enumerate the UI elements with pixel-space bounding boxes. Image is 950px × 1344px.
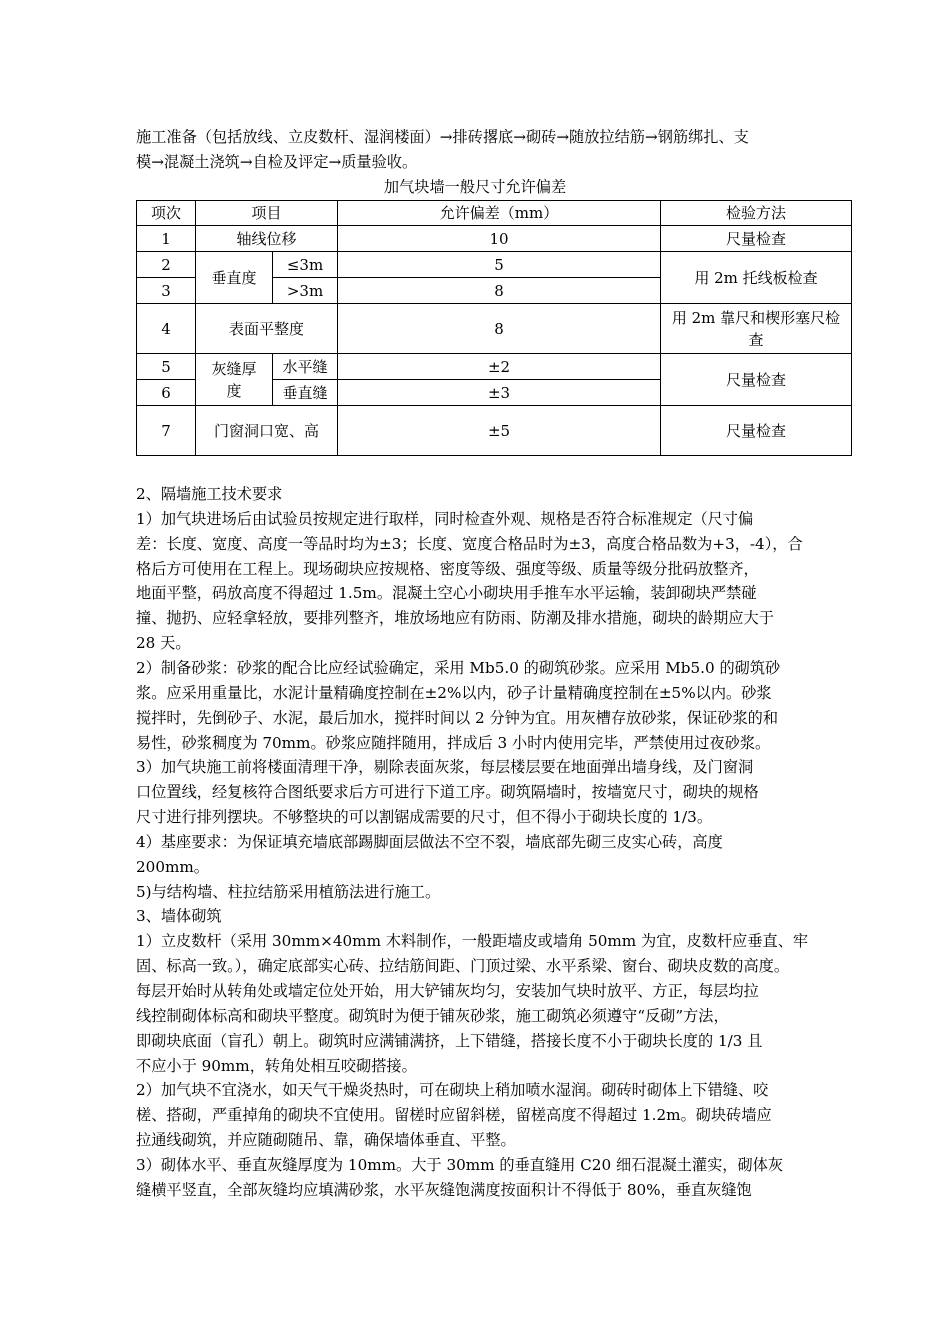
body-line: 每层开始时从转角处或墙定位处开始，用大铲铺灰均匀，安装加气块时放平、方正，每层均拉 (136, 982, 759, 1000)
cell-sub: 水平缝 (273, 354, 338, 380)
body-line: 易性，砂浆稠度为 70mm。砂浆应随拌随用，拌成后 3 小时内使用完毕，严禁使用过夜砂浆。 (136, 733, 771, 752)
cell-sub: 垂直缝 (273, 380, 338, 406)
cell-method: 用 2m 托线板检查 (661, 252, 852, 304)
body-line: 差：长度、宽度、高度一等品时均为±3；长度、宽度合格品时为±3，高度合格品数为+3，-4），合 (136, 534, 803, 553)
header-no: 项次 (137, 201, 196, 226)
cell-method: 尺量检查 (661, 354, 852, 406)
table-row (137, 304, 852, 354)
body-line: 200mm。 (136, 857, 209, 876)
table-caption: 加气块墙一般尺寸允许偏差 (383, 178, 567, 196)
tolerance-table (136, 200, 852, 456)
cell-item: 轴线位移 (196, 226, 338, 252)
body-line: 1）加气块进场后由试验员按规定进行取样，同时检查外观、规格是否符合标准规定（尺寸偏 (136, 509, 754, 528)
body-line: 线控制砌体标高和砌块平整度。砌筑时为便于铺灰砂浆，施工砌筑必须遵守“反砌”方法， (136, 1006, 729, 1025)
cell-method: 尺量检查 (661, 226, 852, 252)
body-line: 地面平整，码放高度不得超过 1.5m。混凝土空心小砌块用手推车水平运输，装卸砌块严禁碰 (136, 584, 757, 603)
body-line: 缝横平竖直，全部灰缝均应填满砂浆，水平灰缝饱满度按面积计不得低于 80%，垂直灰缝饱 (136, 1180, 752, 1199)
header-method: 检验方法 (661, 201, 852, 226)
intro-line: 模→混凝土浇筑→自检及评定→质量验收。 (136, 153, 418, 171)
body-line: 槎、搭砌，严重掉角的砌块不宜使用。留槎时应留斜槎，留槎高度不得超过 1.2m。砌块砖墙应 (136, 1106, 772, 1125)
body-line: 2）加气块不宜浇水，如天气干燥炎热时，可在砌块上稍加喷水湿润。砌砖时砌体上下错缝、咬 (136, 1081, 769, 1100)
cell-group: 垂直度 (196, 252, 273, 304)
body-line: 1）立皮数杆（采用 30mm×40mm 木料制作，一般距墙皮或墙角 50mm 为宜，皮数杆应垂直、牢 (136, 932, 809, 951)
cell-method: 尺量检查 (661, 406, 852, 456)
cell-no: 7 (137, 406, 196, 456)
cell-no: 4 (137, 304, 196, 354)
body-line: 4）基座要求：为保证填充墙底部踢脚面层做法不空不裂，墙底部先砌三皮实心砖，高度 (136, 832, 723, 851)
body-line: 尺寸进行排列摆块。不够整块的可以割锯成需要的尺寸，但不得小于砌块长度的 1/3。 (136, 808, 713, 827)
body-line: 撞、抛扔、应轻拿轻放，要排列整齐，堆放场地应有防雨、防潮及排水措施，砌块的龄期应大于 (136, 609, 774, 628)
body-line: 搅拌时，先倒砂子、水泥，最后加水，搅拌时间以 2 分钟为宜。用灰槽存放砂浆，保证砂浆的和 (136, 708, 779, 727)
cell-no: 1 (137, 226, 196, 252)
header-item: 项目 (196, 201, 338, 226)
body-line: 不应小于 90mm，转角处相互咬砌搭接。 (136, 1056, 417, 1075)
header-tolerance: 允许偏差（mm） (338, 201, 661, 226)
cell-item: 表面平整度 (196, 304, 338, 354)
body-line: 固、标高一致。），确定底部实心砖、拉结筋间距、门顶过梁、水平系梁、窗台、砌块皮数的高度。 (136, 957, 790, 976)
cell-value: ±3 (338, 380, 661, 406)
cell-no: 5 (137, 354, 196, 380)
cell-no: 6 (137, 380, 196, 406)
body-line: 浆。应采用重量比，水泥计量精确度控制在±2%以内，砂子计量精确度控制在±5%以内。砂浆 (136, 683, 772, 702)
body-line: 拉通线砌筑，并应随砌随吊、靠，确保墙体垂直、平整。 (136, 1131, 516, 1150)
body-line: 3）砌体水平、垂直灰缝厚度为 10mm。大于 30mm 的垂直缝用 C20 细石混凝土灌实，砌体灰 (136, 1155, 784, 1174)
body-line: 口位置线，经复核符合图纸要求后方可进行下道工序。砌筑隔墙时，按墙宽尺寸，砌块的规格 (136, 783, 759, 802)
intro-line: 施工准备（包括放线、立皮数杆、湿润楼面）→排砖撂底→砌砖→随放拉结筋→钢筋绑扎、支 (136, 128, 749, 146)
table-row (137, 226, 852, 252)
cell-value: 10 (338, 226, 661, 252)
body-line: 格后方可使用在工程上。现场砌块应按规格、密度等级、强度等级、质量等级分批码放整齐， (136, 559, 759, 578)
cell-item: 门窗洞口宽、高 (196, 406, 338, 456)
body-line: 3）加气块施工前将楼面清理干净，剔除表面灰浆，每层楼层要在地面弹出墙身线，及门窗洞 (136, 758, 754, 777)
table-header-row (137, 201, 852, 226)
body-line: 即砌块底面（盲孔）朝上。砌筑时应满铺满挤，上下错缝，搭接长度不小于砌块长度的 1/3 且 (136, 1031, 763, 1050)
cell-value: ±5 (338, 406, 661, 456)
cell-no: 3 (137, 278, 196, 304)
cell-group: 灰缝厚度 (196, 354, 273, 406)
cell-value: ±2 (338, 354, 661, 380)
body-line: 3、墙体砌筑 (136, 907, 222, 926)
cell-value: 5 (338, 252, 661, 278)
body-line: 2、隔墙施工技术要求 (136, 485, 283, 503)
cell-value: 8 (338, 278, 661, 304)
cell-sub: ≤3m (273, 252, 338, 278)
table-row (137, 406, 852, 456)
table-row (137, 354, 852, 380)
body-line: 28 天。 (136, 634, 191, 653)
cell-sub: >3m (273, 278, 338, 304)
body-line: 5)与结构墙、柱拉结筋采用植筋法进行施工。 (136, 882, 441, 901)
table-row (137, 252, 852, 278)
body-line: 2）制备砂浆：砂浆的配合比应经试验确定，采用 Mb5.0 的砌筑砂浆。应采用 Mb5.0 的砌筑砂 (136, 658, 781, 677)
cell-no: 2 (137, 252, 196, 278)
cell-method: 用 2m 靠尺和楔形塞尺检查 (661, 304, 852, 354)
cell-value: 8 (338, 304, 661, 354)
